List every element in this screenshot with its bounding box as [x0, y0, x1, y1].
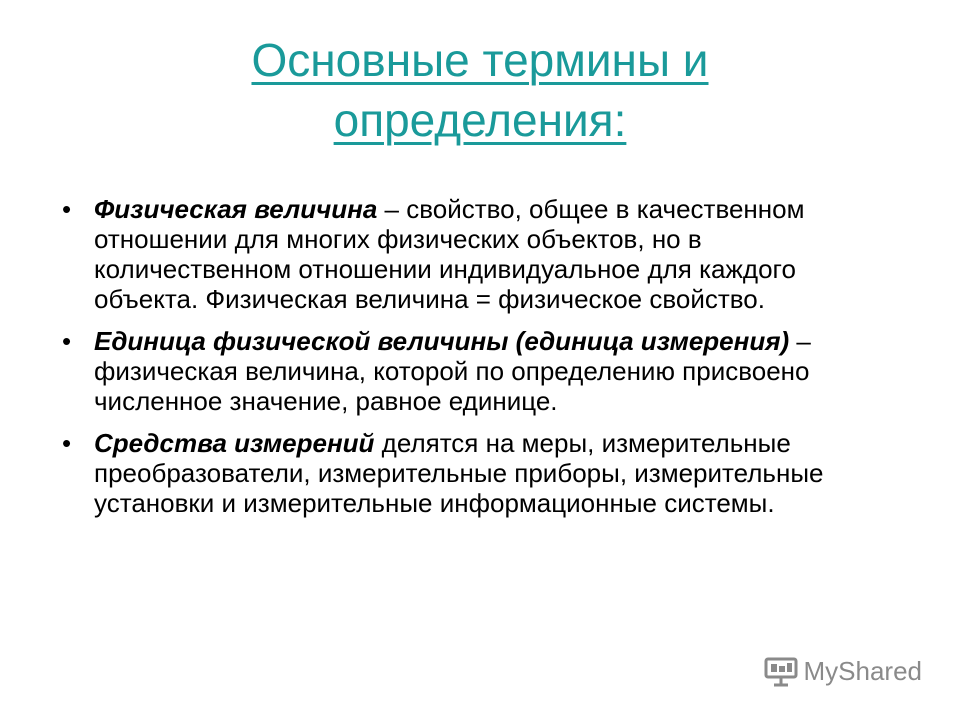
watermark-logo	[764, 656, 923, 687]
bullet-item-unit	[62, 326, 862, 416]
bullet-dot: •	[62, 194, 72, 224]
definition-measuring-instruments: делятся на меры, измерительные преобразователи, измерительные приборы, измерительные установки и измерительные информационные системы.	[94, 428, 824, 518]
watermark-text: MyShared	[803, 656, 922, 686]
title-line-1: Основные термины и	[251, 34, 709, 86]
definition-physical-quantity: – свойство, общее в качественном отношении для многих физических объектов, но в количественном отношении индивидуальное для каждого объекта. Физическая величина = физическое свойство.	[94, 194, 805, 314]
slide-title	[0, 30, 960, 150]
title-line-2: определения:	[333, 94, 627, 146]
bullet-item-physical-quantity	[62, 194, 862, 314]
bullet-dot: •	[62, 428, 72, 458]
bullet-list	[62, 194, 862, 530]
term-physical-quantity: Физическая величина	[94, 194, 378, 224]
bullet-dot: •	[62, 326, 72, 356]
bullet-item-measuring-instruments	[62, 428, 862, 518]
definition-unit: – физическая величина, которой по определению присвоено численное значение, равное единице.	[94, 326, 811, 416]
presentation-board-icon	[764, 657, 798, 687]
term-unit: Единица физической величины (единица измерения)	[94, 326, 790, 356]
term-measuring-instruments: Средства измерений	[94, 428, 375, 458]
